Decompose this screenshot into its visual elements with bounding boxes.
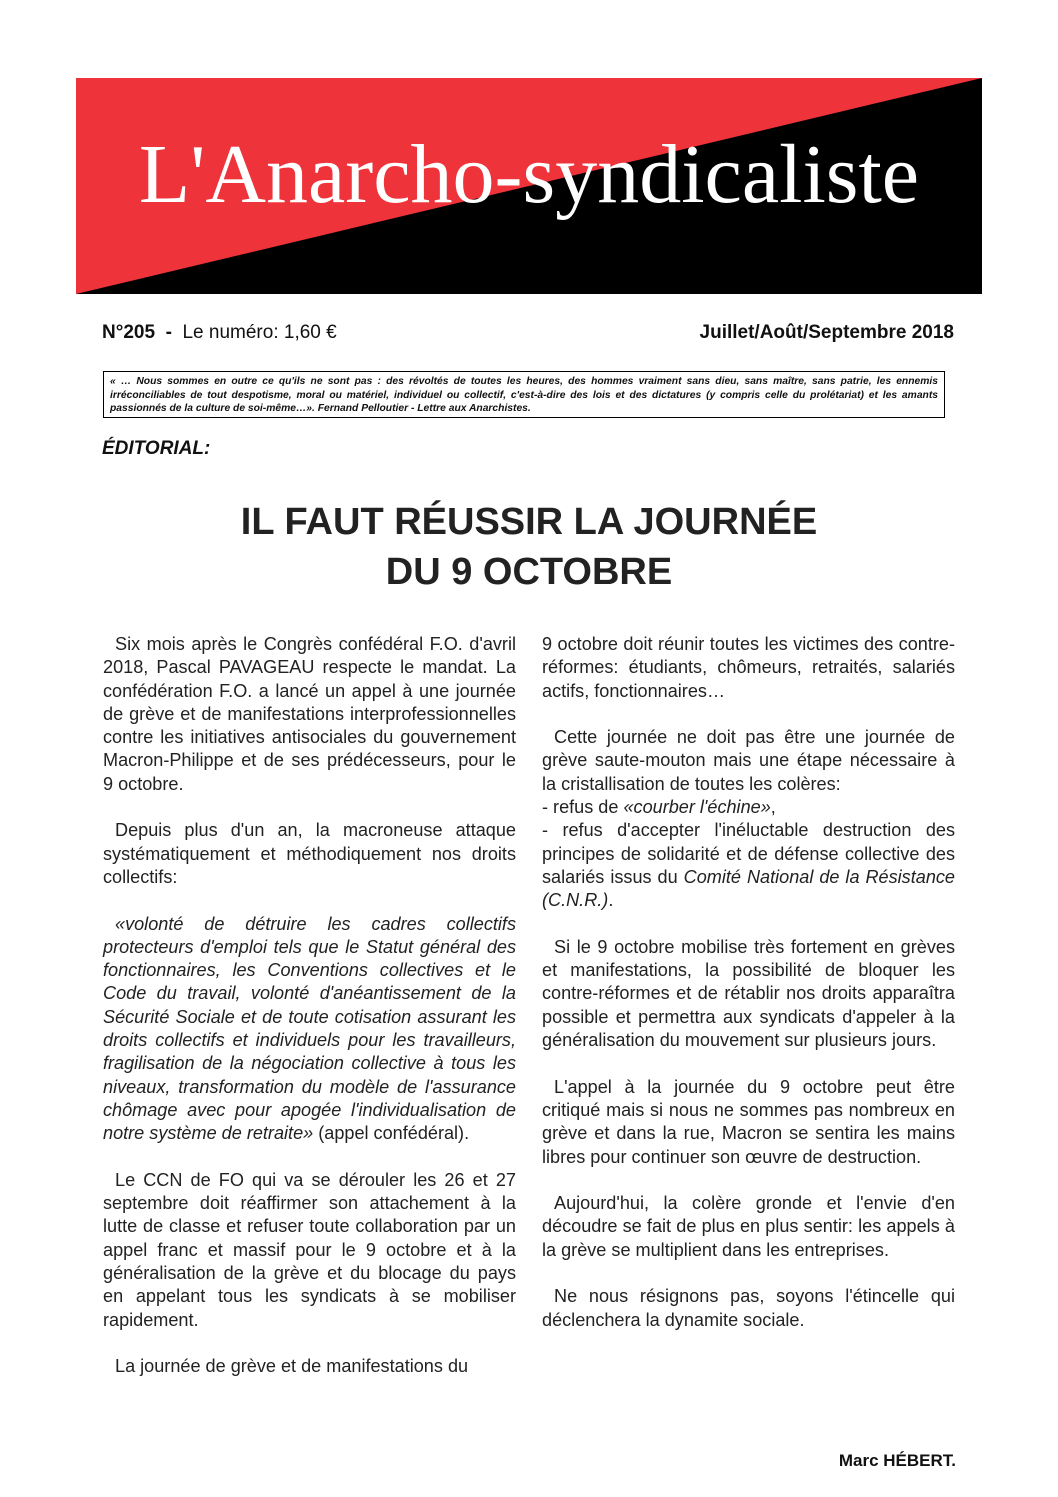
list-item-quote: Comité National de la Résistance (C.N.R.): [542, 866, 955, 911]
author-signature: Marc HÉBERT.: [838, 1451, 956, 1470]
paragraph: 9 octobre doit réunir toutes les victimes des contre-réformes: étudiants, chômeurs, retraités, salariés actifs, fonctionnaires…: [542, 634, 955, 701]
issue-number: N°205: [102, 322, 156, 343]
editorial-label: ÉDITORIAL:: [102, 438, 211, 459]
masthead-banner: [76, 78, 982, 294]
issue-price: Le numéro: 1,60 €: [182, 322, 337, 343]
list-item-text: .: [608, 890, 614, 911]
issue-date: Juillet/Août/Septembre 2018: [699, 322, 954, 343]
list-item-text: - refus de: [542, 797, 624, 818]
quote-source: (appel confédéral).: [313, 1123, 470, 1144]
list-item: [542, 820, 955, 910]
paragraph: La journée de grève et de manifestations du: [115, 1356, 469, 1377]
paragraph: Depuis plus d'un an, la macroneuse attaque systématiquement et méthodiquement nos droits collectifs:: [103, 820, 516, 887]
list-item-text: ,: [770, 797, 776, 818]
quote-text: «volonté de détruire les cadres collectifs protecteurs d'emploi tels que le Statut général des fonctionnaires, les Conventions collectives et le Code du travail, volonté d'anéantissement de la Sécurité Sociale et de toute cotisation assurant les droits collectifs et individuels pour les travailleurs, fragilisation de la négociation collective à tous les niveaux, transformation du modèle de l'assurance chômage avec pour apogée l'individualisation de notre système de retraite»: [103, 913, 516, 1144]
quoted-paragraph: [103, 913, 516, 1146]
article-right-column: [542, 633, 955, 1355]
paragraph: L'appel à la journée du 9 octobre peut être critiqué mais si nous ne sommes pas nombreux en grève et dans la rue, Macron se sentira les mains libres pour continuer son œuvre de destruction.: [542, 1076, 955, 1167]
paragraph: Le CCN de FO qui va se dérouler les 26 et 27 septembre doit réaffirmer son attachement à la lutte de classe et refuser toute collaboration par un appel franc et massif pour le 9 octobre et à la généralisation de la grève et du blocage du pays en appelant tous les syndicats à se mobiliser rapidement.: [103, 1169, 516, 1330]
issue-number-price: [102, 322, 337, 344]
article-left-column: [103, 633, 516, 1402]
list-item-quote: «courber l'échine»: [623, 797, 771, 818]
list-item-text: - refus d'accepter l'inéluctable destruction des principes de solidarité et de défense collective des salariés issus du: [542, 820, 955, 887]
paragraph-intro: Cette journée ne doit pas être une journée de grève saute-mouton mais une étape nécessaire à la cristallisation de toutes les colères:: [542, 727, 955, 794]
headline-line-1: IL FAUT RÉUSSIR LA JOURNÉE: [240, 501, 818, 543]
list-item: [542, 797, 776, 817]
article-headline: [0, 497, 1058, 597]
paragraph-with-list: [542, 726, 955, 912]
issue-separator: -: [165, 322, 172, 343]
masthead-title: L'Anarcho-syndicaliste: [138, 128, 920, 221]
headline-line-2: DU 9 OCTOBRE: [385, 551, 673, 593]
paragraph: Aujourd'hui, la colère gronde et l'envie d'en découdre se fait de plus en plus sentir: les appels à la grève se multiplient dans les entreprises.: [542, 1193, 955, 1260]
paragraph: Ne nous résignons pas, soyons l'étincelle qui déclenchera la dynamite sociale.: [542, 1286, 955, 1330]
issue-info-row: [102, 322, 954, 344]
epigraph-quote: « … Nous sommes en outre ce qu'ils ne sont pas : des révoltés de toutes les heures, des hommes vraiment sans dieu, sans maître, sans patrie, les ennemis irréconciliables de tout despotisme, moral ou matériel, individuel ou collectif, c'est-à-dire des lois et des dictatures (y compris celle du prolétariat) et les amants passionnés de la culture de soi-même…». Fernand Pelloutier - Lettre aux Anarchistes.: [103, 371, 945, 418]
paragraph: Si le 9 octobre mobilise très fortement en grèves et manifestations, la possibilité de bloquer les contre-réformes et de rétablir nos droits apparaîtra possible et permettra aux syndicats d'appeler à la généralisation du mouvement sur plusieurs jours.: [542, 936, 955, 1051]
paragraph: Six mois après le Congrès confédéral F.O. d'avril 2018, Pascal PAVAGEAU respecte le mandat. La confédération F.O. a lancé un appel à une journée de grève et de manifestations interprofessionnelles contre les initiatives antisociales du gouvernement Macron-Philippe et de ses prédécesseurs, pour le 9 octobre.: [103, 634, 516, 794]
